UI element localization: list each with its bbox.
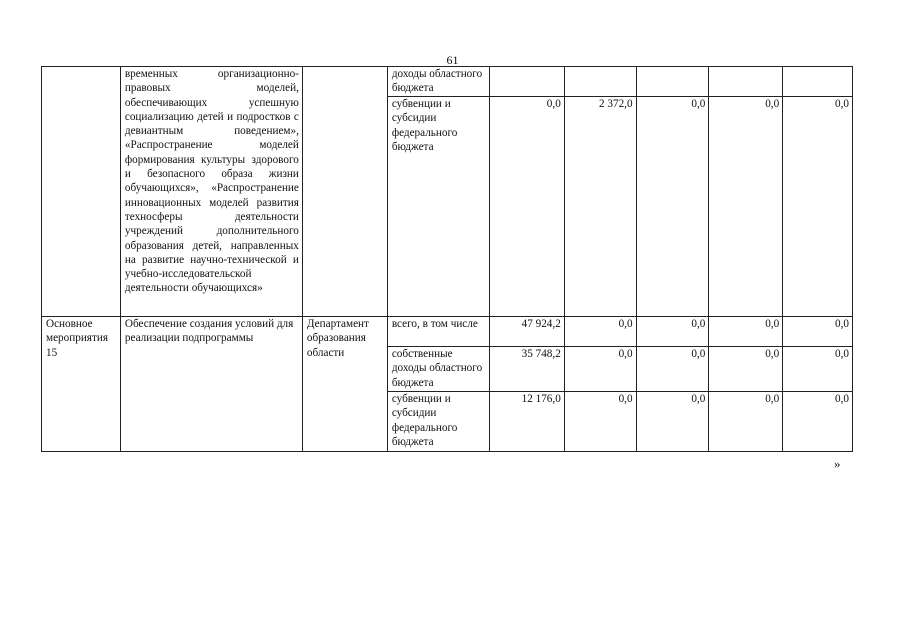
value-cell	[489, 67, 564, 97]
value-cell: 0,0	[489, 97, 564, 317]
event-name-cell: временных организационно-правовых моделей, обеспечивающих успешную социализацию детей и подростков с девиантным поведением», «Распространение моделей формирования культуры здорового и безопасного образа жизни обучающихся», «Распространение инновационных моделей развития техносферы деятельности учреждений дополнительного образования детей, направленных на развитие научно-технической и учебно-исследовательской деятельности обучающихся»	[120, 67, 302, 317]
funding-source-cell: субвенции и субсидии федерального бюджета	[387, 97, 489, 317]
value-cell: 47 924,2	[489, 317, 564, 347]
funding-source-cell: субвенции и субсидии федерального бюджета	[387, 392, 489, 452]
funding-source-cell: всего, в том числе	[387, 317, 489, 347]
value-cell: 0,0	[636, 347, 709, 392]
event-name-cell: Обеспечение создания условий для реализации подпрограммы	[120, 317, 302, 452]
closing-quote-mark: »	[834, 456, 841, 471]
value-cell: 0,0	[564, 347, 636, 392]
value-cell: 0,0	[564, 317, 636, 347]
executor-cell	[302, 67, 387, 317]
executor-cell: Департамент образования области	[302, 317, 387, 452]
event-cell: Основное мероприятия 15	[42, 317, 121, 452]
value-cell: 0,0	[636, 97, 709, 317]
value-cell: 0,0	[709, 392, 783, 452]
value-cell	[783, 67, 853, 97]
value-cell	[709, 67, 783, 97]
funding-source-cell: доходы областного бюджета	[387, 67, 489, 97]
value-cell	[636, 67, 709, 97]
value-cell: 0,0	[636, 392, 709, 452]
page-number: 61	[446, 53, 459, 67]
value-cell: 0,0	[709, 347, 783, 392]
value-cell: 0,0	[783, 392, 853, 452]
value-cell: 2 372,0	[564, 97, 636, 317]
value-cell: 0,0	[783, 97, 853, 317]
value-cell: 0,0	[564, 392, 636, 452]
value-cell: 0,0	[709, 317, 783, 347]
budget-table	[41, 66, 853, 452]
value-cell: 0,0	[783, 317, 853, 347]
value-cell: 35 748,2	[489, 347, 564, 392]
value-cell: 0,0	[636, 317, 709, 347]
event-cell	[42, 67, 121, 317]
value-cell	[564, 67, 636, 97]
value-cell: 12 176,0	[489, 392, 564, 452]
table-row	[42, 317, 853, 347]
table-row	[42, 67, 853, 97]
value-cell: 0,0	[709, 97, 783, 317]
value-cell: 0,0	[783, 347, 853, 392]
funding-source-cell: собственные доходы областного бюджета	[387, 347, 489, 392]
